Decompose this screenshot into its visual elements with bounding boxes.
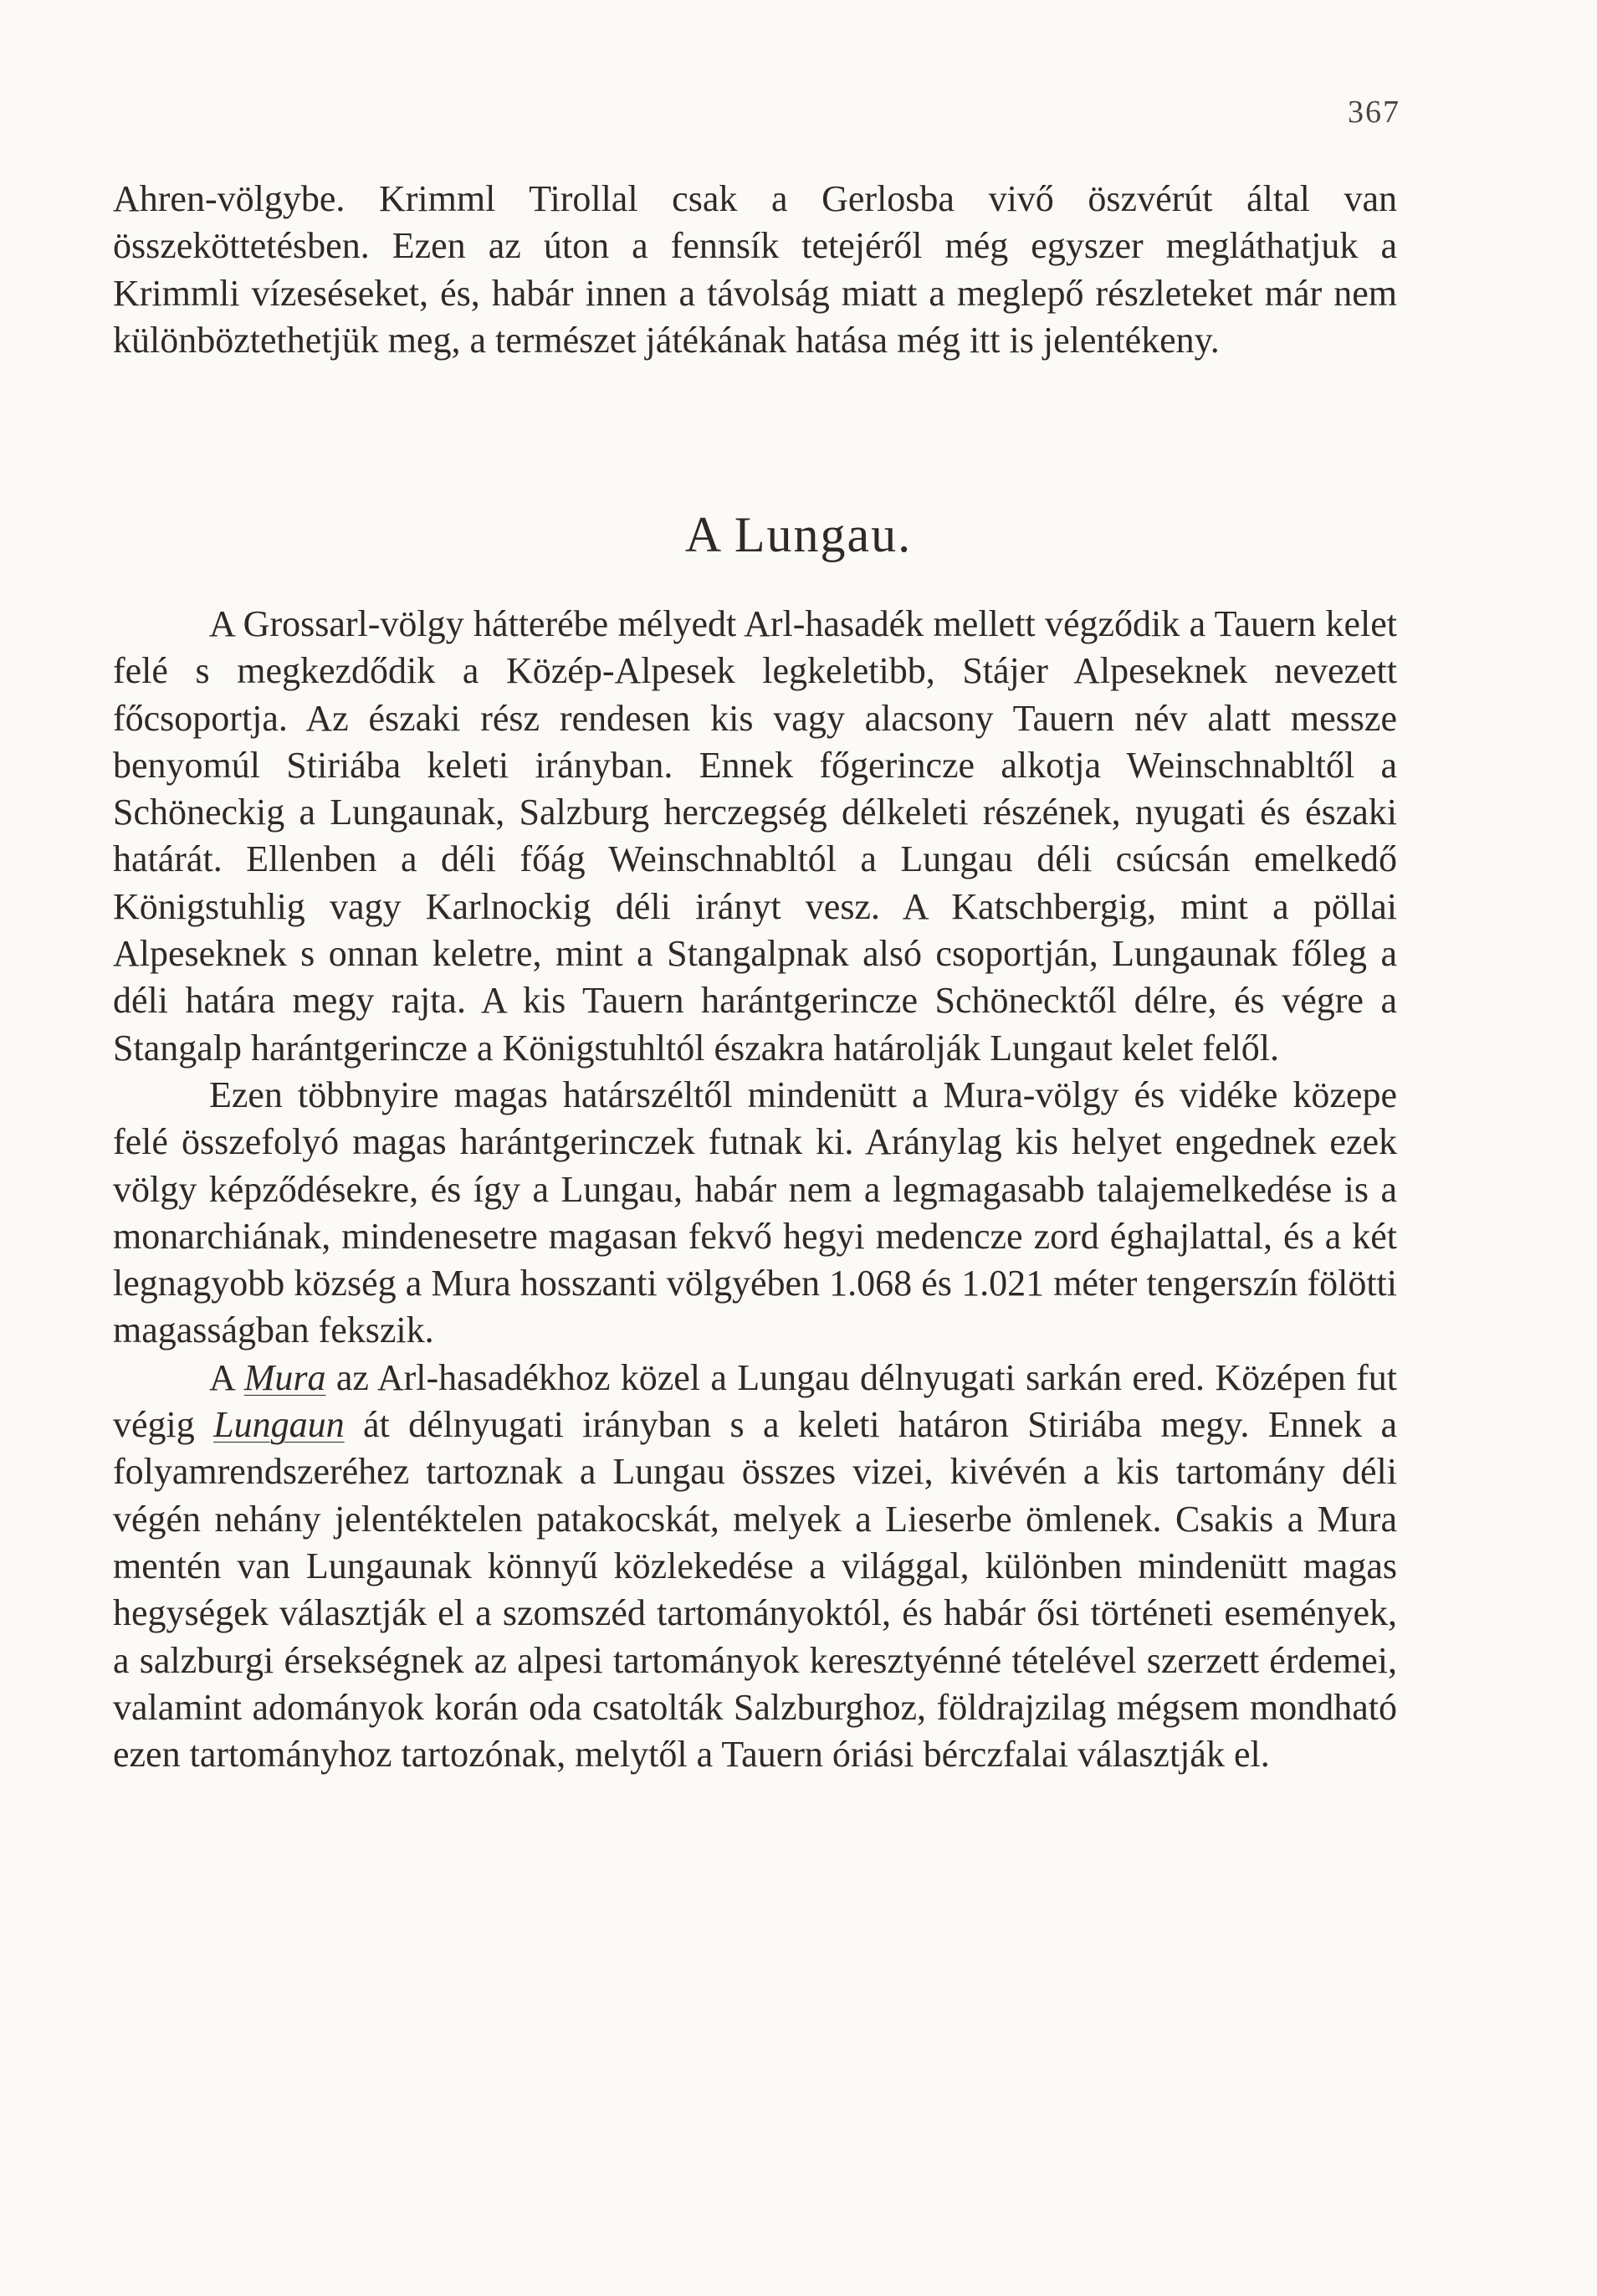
paragraph-3	[113, 1355, 1397, 1779]
paragraph-1: A Grossarl-völgy hátterébe mélyedt Arl-hasadék mellett végződik a Tauern kelet felé s megkezdődik a Közép-Alpesek legkeletibb, Stájer Alpeseknek nevezett főcsoportja. Az északi rész rendesen kis vagy alacsony Tauern név alatt messze benyomúl Stiriába keleti irányban. Ennek főgerincze alkotja Weinschnabltől a Schöneckig a Lungaunak, Salzburg herczegség délkeleti részének, nyugati és északi határát. Ellenben a déli főág Weinschnabltól a Lungau déli csúcsán emelkedő Königstuhlig vagy Karlnockig déli irányt vesz. A Katschbergig, mint a pöllai Alpeseknek s onnan keletre, mint a Stangalpnak alsó csoportján, Lungaunak főleg a déli határa megy rajta. A kis Tauern harántgerincze Schönecktől délre, és végre a Stangalp harántgerincze a Königstuhltól északra határolják Lungaut kelet felől.	[113, 603, 1397, 1069]
page-number: 367	[1348, 95, 1400, 130]
paragraph-3-rest: át délnyugati irányban s a keleti határon Stiriába megy. Ennek a folyamrendszeréhez tartoznak a Lungau összes vizei, kivévén a kis tartomány déli végén nehány jelentéktelen patakocskát, melyek a Lieserbe ömlenek. Csakis a Mura mentén van Lungaunak könnyű közlekedése a világgal, különben mindenütt magas hegységek választják el a szomszéd tartományoktól, és habár ősi történeti események, a salzburgi érsekségnek az alpesi tartományok keresztyénné tételével szerzett érdemei, valamint adományok korán oda csatolták Salzburghoz, földrajzilag mégsem mondható ezen tartományhoz tartozónak, melytől a Tauern óriási bérczfalai választják el.	[113, 1404, 1397, 1776]
paragraph-3-middle: az Arl-hasadékhoz közel a Lungau délnyugati sarkán ered. Középen fut végig	[113, 1356, 1397, 1446]
term-mura: Mura	[243, 1356, 326, 1398]
paragraph-2: Ezen többnyire magas határszéltől mindenütt a Mura-völgy és vidéke közepe felé összefolyó magas harántgerinczek futnak ki. Aránylag kis helyet engednek ezek völgy képződésekre, és így a Lungau, habár nem a legmagasabb talajemelkedése is a monarchiának, mindenesetre magasan fekvő hegyi medencze zord éghajlattal, és a két legnagyobb község a Mura hosszanti völgyében 1.068 és 1.021 méter tengerszín fölötti magasságban fekszik.	[113, 1074, 1397, 1351]
intro-paragraph-block	[113, 176, 1397, 364]
section-title: A Lungau.	[684, 507, 913, 562]
paragraph-3-lead: A	[209, 1356, 244, 1398]
term-lungaun: Lungaun	[213, 1404, 345, 1446]
intro-paragraph: Ahren-völgybe. Krimml Tirollal csak a Gerlosba vivő öszvérút által van összeköttetésben. Ezen az úton a fennsík tetejéről még egyszer megláthatjuk a Krimmli vízeséseket, és, habár innen a távolság miatt a meglepő részleteket már nem különböztethetjük meg, a természet játékának hatása még itt is jelentékeny.	[113, 178, 1397, 361]
section-body	[113, 601, 1397, 1778]
